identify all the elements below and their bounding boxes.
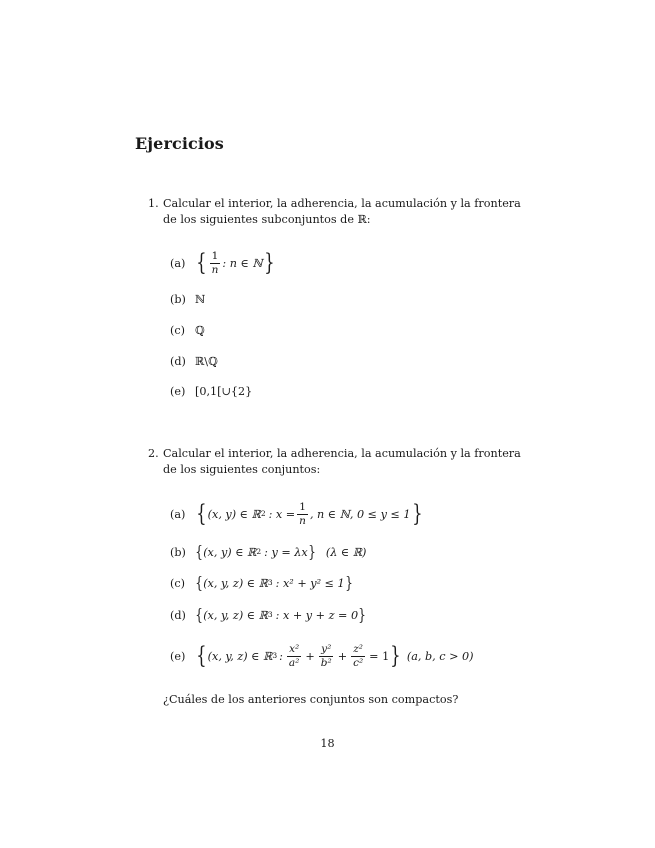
item-label: (a) [170,256,186,270]
closing-question: ¿Cuáles de los anteriores conjuntos son compactos? [163,693,459,706]
left-brace: { [196,249,207,276]
exercise-2-item-c: (c) { (x, y, z) ∈ ℝ 3 : x² + y² ≤ 1 } [170,573,353,592]
set-condition: : x + y + z = 0 [275,608,359,622]
set-condition: : x² + y² ≤ 1 [275,576,345,590]
item-expression: [0,1[∪{2} [195,384,253,398]
item-expression: ℕ [195,292,206,306]
left-brace: { [195,542,203,561]
set-note: (a, b, c > 0) [406,649,474,663]
exercise-2-item-e: (e) { (x, y, z) ∈ ℝ 3 : $\frac{\text{x²}}{\text{a²}}$ + $\frac{\text{y²}}{\text{b²}}$ + $\frac{\text{z²}}{\text{c²}}$ = 1 } (a, b, c > 0) [170,642,474,669]
exercise-1-item-b [170,287,205,311]
exercise-2 [148,446,528,478]
set-condition: : n ∈ ℕ [222,256,263,270]
fraction-x: $\frac{\text{x²}}{\text{a²}}$ [288,643,300,669]
item-label: (b) [170,545,186,559]
set-element: (x, y) ∈ ℝ [203,545,257,559]
equation-tail: = 1 [369,649,390,663]
item-label: (a) [170,507,186,521]
exercise-2-item-a: (a) { (x, y) ∈ ℝ 2 : x = $\frac{1}{n}$ , n ∈ ℕ, 0 ≤ y ≤ 1 } [170,500,422,527]
fraction: $\frac{1}{n}$ [299,501,306,527]
set-element: (x, y, z) ∈ ℝ [203,608,268,622]
set-condition: : y = λx [264,545,308,559]
exercise-1-item-c [170,318,205,342]
item-label: (b) [170,292,186,306]
left-brace: { [195,605,203,624]
set-element: (x, y, z) ∈ ℝ [207,649,273,663]
exercise-1-item-a [170,251,275,275]
left-brace: { [196,642,207,669]
exercise-1-item-e [170,379,252,403]
item-label: (e) [170,384,186,398]
right-brace: } [411,500,422,527]
section-heading: Ejercicios [135,134,224,153]
set-note: (λ ∈ ℝ) [325,545,367,559]
right-brace: } [344,573,353,592]
item-label: (e) [170,649,186,663]
right-brace: } [390,642,401,669]
set-element: (x, y, z) ∈ ℝ [203,576,268,590]
exercise-2-item-d: (d) { (x, y, z) ∈ ℝ 3 : x + y + z = 0 } [170,605,367,624]
item-label: (d) [170,608,186,622]
page-number: 18 [320,737,335,750]
fraction: $\frac{1}{n}$ [211,250,219,276]
exercise-1-statement: Calcular el interior, la adherencia, la acumulación y la frontera de los siguientes subconjuntos de ℝ: [163,197,521,226]
exercise-1-number: 1. [148,197,159,210]
right-brace: } [307,542,316,561]
item-expression: ℚ [195,323,205,337]
left-brace: { [195,573,203,592]
left-brace: { [196,500,207,527]
item-label: (d) [170,354,186,368]
exercise-1-item-d [170,349,218,373]
item-expression: ℝ\ℚ [195,354,218,368]
item-label: (c) [170,323,185,337]
right-brace: } [358,605,367,624]
fraction-z: $\frac{\text{z²}}{\text{c²}}$ [353,643,364,669]
exercise-2-statement: Calcular el interior, la adherencia, la acumulación y la frontera de los siguientes conjuntos: [163,447,521,476]
set-element: (x, y) ∈ ℝ [207,507,261,521]
fraction-y: $\frac{\text{y²}}{\text{b²}}$ [320,643,332,669]
exercise-2-number: 2. [148,447,159,460]
set-condition: : x = [268,507,296,521]
set-condition-rest: , n ∈ ℕ, 0 ≤ y ≤ 1 [309,507,411,521]
exercise-1 [148,196,528,228]
exercise-2-item-b: (b) { (x, y) ∈ ℝ 2 : y = λx } (λ ∈ ℝ) [170,542,367,561]
right-brace: } [263,249,275,276]
item-label: (c) [170,576,185,590]
